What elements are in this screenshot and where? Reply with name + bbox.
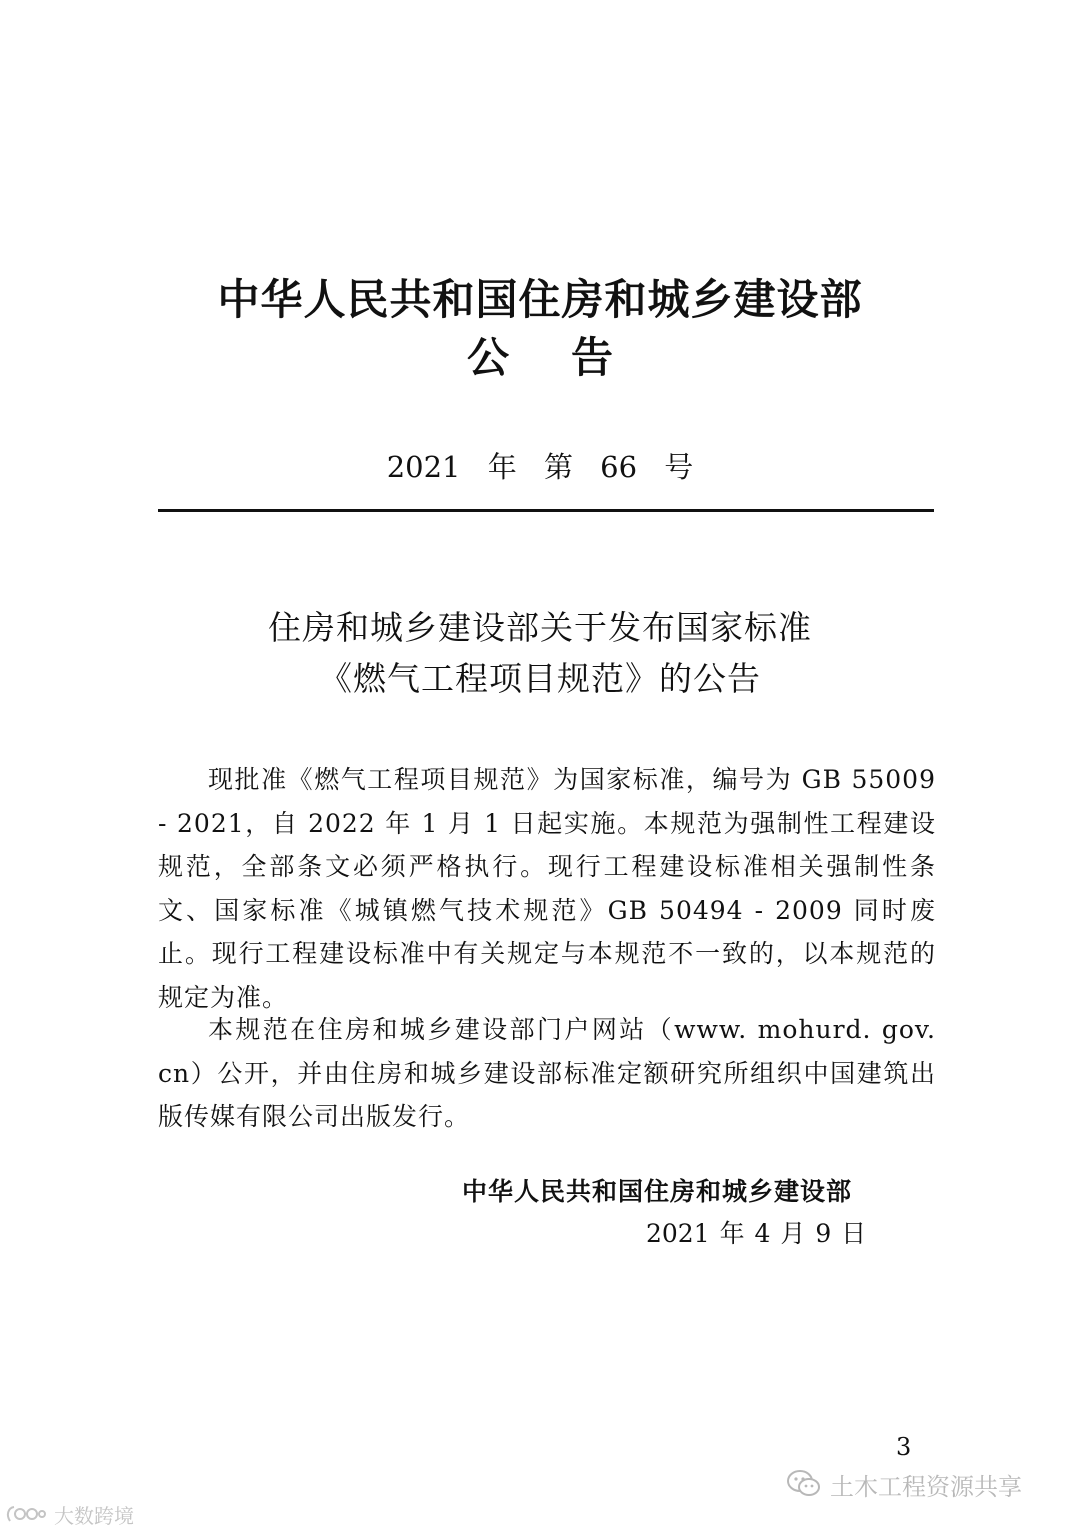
signature-date: 2021 年 4 月 9 日 (646, 1219, 867, 1248)
document-type-heading: 公告 (466, 333, 675, 382)
watermark-left (4, 1500, 134, 1528)
issuer-heading: 中华人民共和国住房和城乡建设部 (217, 275, 863, 324)
watermark-right-text: 土木工程资源共享 (830, 1472, 1022, 1501)
watermark-left-text: 大数跨境 (54, 1503, 134, 1528)
watermark-right (786, 1464, 1022, 1504)
body-paragraph-1: 现批准《燃气工程项目规范》为国家标准，编号为 GB 55009 - 2021，自 2022 年 1 月 1 日起实施。本规范为强制性工程建设规范，全部条文必须严格执行。现行工程建设标准相关强制性条文、国家标准《城镇燃气技术规范》GB 50494 - 2009 同时废止。现行工程建设标准中有关规定与本规范不一致的，以本规范的规定为准。 (158, 765, 936, 1012)
body-paragraph-2: 本规范在住房和城乡建设部门户网站（www. mohurd. gov. cn）公开，并由住房和城乡建设部标准定额研究所组织中国建筑出版传媒有限公司出版发行。 (158, 1015, 936, 1132)
brand-logo-icon (4, 1503, 48, 1525)
header-divider (158, 509, 934, 512)
signature-organization: 中华人民共和国住房和城乡建设部 (462, 1177, 853, 1206)
page-number: 3 (896, 1433, 912, 1461)
announcement-title-line-1: 住房和城乡建设部关于发布国家标准 (268, 608, 812, 647)
announcement-title-line-2: 《燃气工程项目规范》的公告 (319, 659, 761, 698)
document-number: 2021 年 第 66 号 (386, 450, 694, 484)
wechat-icon (786, 1469, 822, 1499)
